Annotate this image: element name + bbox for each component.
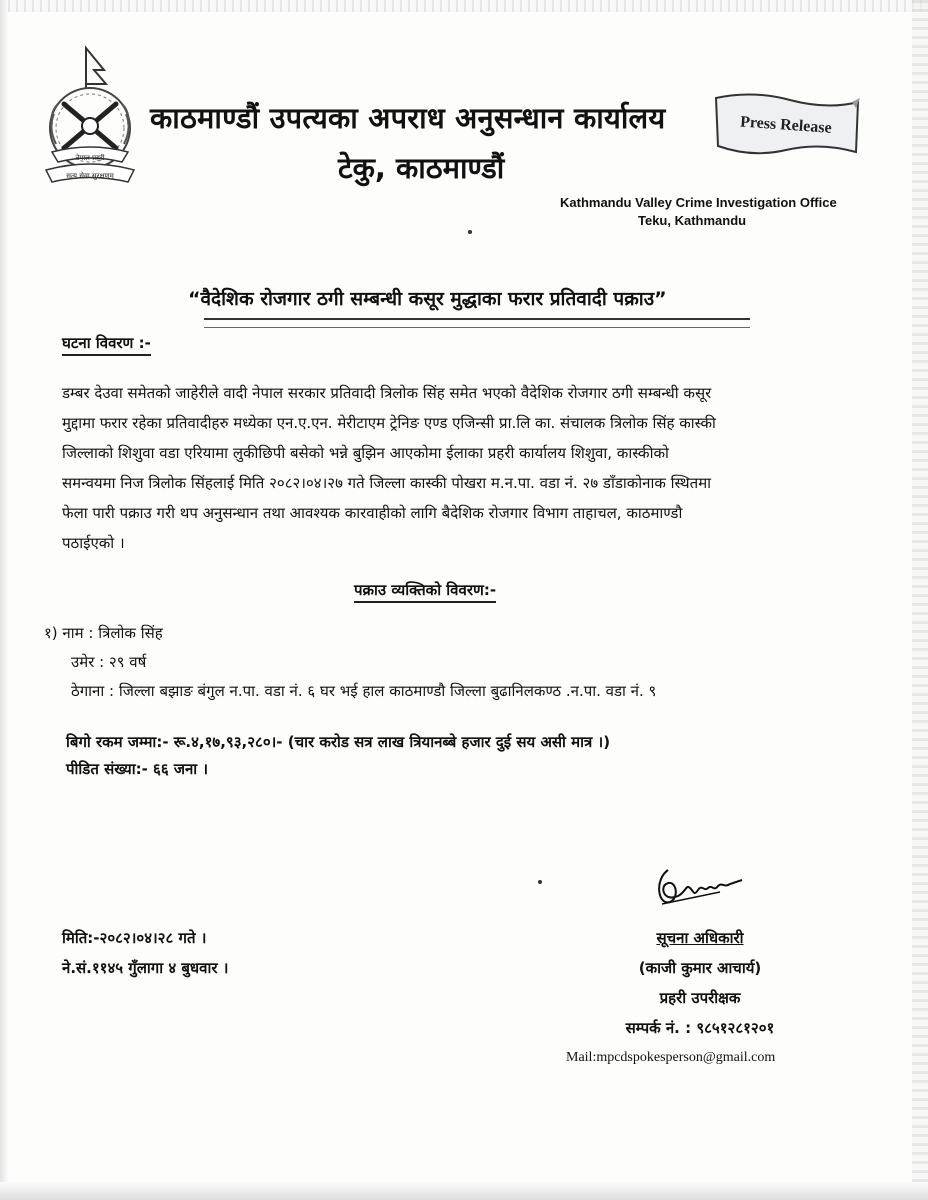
fraud-amount: बिगो रकम जम्मा:- रू.४,१७,९३,२८०।- (चार करोड सत्र लाख त्रियानब्बे हजार दुई सय असी मात्र ।) <box>66 733 611 751</box>
headline: “वैदेशिक रोजगार ठगी सम्बन्धी कसूर मुद्धाका फरार प्रतिवादी पक्राउ” <box>188 288 667 310</box>
person-address: ठेगाना : जिल्ला बझाङ बंगुल न.पा. वडा नं. ६ घर भई हाल काठमाण्डौ जिल्ला बुढानिलकण्ठ .न.पा. वडा नं. ९ <box>71 682 657 700</box>
scan-edge-right <box>912 0 928 1200</box>
scan-speck <box>538 880 542 884</box>
arrested-person-details <box>44 619 844 706</box>
officer-email: Mail:mpcdspokesperson@gmail.com <box>566 1050 776 1065</box>
office-location-en: Teku, Kathmandu <box>638 213 747 228</box>
scan-edge-top <box>0 0 928 12</box>
incident-line: जिल्लाको शिशुवा वडा एरियामा लुकीछिपी बसेको भन्ने बुझिन आएकोमा ईलाका प्रहरी कार्यालय शिशुवा, कास्कीको <box>62 444 669 462</box>
scan-speck <box>468 230 472 234</box>
amount-summary <box>66 729 846 783</box>
incident-line: समन्वयमा निज त्रिलोक सिंहलाई मिति २०८२।०४।२७ गते जिल्ला कास्की पोखरा म.न.पा. वडा नं. २७ डाँडाकोनाक स्थितमा <box>62 474 712 492</box>
person-name: १) नाम : त्रिलोक सिंह <box>44 624 163 642</box>
office-location: टेकु, काठमाण्डौं <box>338 151 505 185</box>
officer-name: (काजी कुमार आचार्य) <box>638 959 762 977</box>
signature-icon <box>650 862 750 912</box>
date-bs: मिति:-२०८२।०४।२८ गते । <box>62 929 207 947</box>
person-age: उमेर : २९ वर्ष <box>71 653 147 671</box>
office-name-english <box>560 194 860 230</box>
arrested-person-label: पक्राउ व्यक्तिको विवरण:- <box>354 580 496 603</box>
officer-title: सूचना अधिकारी <box>656 929 744 947</box>
incident-paragraph <box>62 378 842 558</box>
press-release-label: Press Release <box>739 113 833 137</box>
office-title: काठमाण्डौं उपत्यका अपराध अनुसन्धान कार्यालय <box>150 101 666 135</box>
logo-text-top: नेपाल प्रहरी <box>75 154 105 162</box>
officer-rank: प्रहरी उपरीक्षक <box>659 989 741 1007</box>
incident-line: मुद्दामा फरार रहेका प्रतिवादीहरु मध्येका एन.ए.एन. मेरीटाएम ट्रेनिङ एण्ड एजिन्सी प्रा.लि का. संचालक त्रिलोक सिंह कास्की <box>62 414 716 432</box>
headline-underline <box>204 318 750 328</box>
victim-count: पीडित संख्या:- ६६ जना । <box>66 760 209 778</box>
date-nepal-sambat: ने.सं.११४५ गुँलागा ४ बुधवार । <box>62 959 229 977</box>
nepal-police-emblem-icon <box>34 44 154 194</box>
scan-edge-left <box>0 0 8 1200</box>
incident-line: फेला पारी पक्राउ गरी थप अनुसन्धान तथा आवश्यक कारवाहीको लागि बैदेशिक रोजगार विभाग ताहाचल, काठमाण्डौ <box>62 504 683 522</box>
date-block <box>62 923 362 983</box>
scan-edge-bottom <box>0 1182 928 1200</box>
officer-contact: सम्पर्क नं. : ९८५१२८१२०१ <box>625 1019 775 1037</box>
office-name-en: Kathmandu Valley Crime Investigation Office <box>560 195 837 210</box>
logo-text-bottom: सत्य सेवा सुरक्षणम् <box>66 172 114 180</box>
incident-line: पठाईएको । <box>62 534 125 552</box>
information-officer <box>566 923 820 1073</box>
incident-line: डम्बर देउवा समेतको जाहेरीले वादी नेपाल सरकार प्रतिवादी त्रिलोक सिंह समेत भएको वैदेशिक रोजगार ठगी सम्बन्धी कसूर <box>62 384 712 402</box>
incident-label: घटना विवरण :- <box>62 333 151 356</box>
